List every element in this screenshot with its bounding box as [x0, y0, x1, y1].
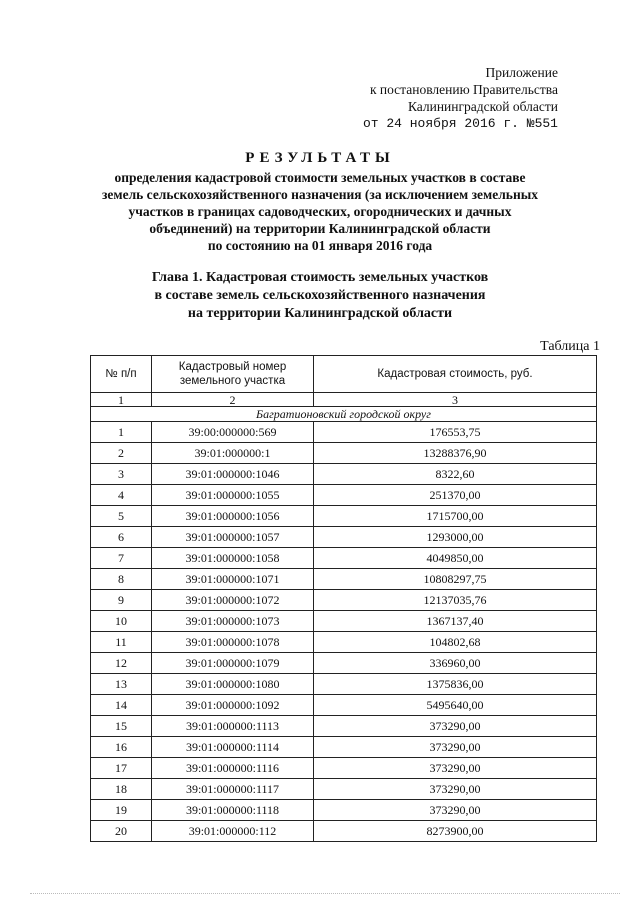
column-index: 1 [91, 393, 152, 407]
row-number: 16 [91, 737, 152, 758]
row-cadastral-number: 39:01:000000:1057 [152, 527, 314, 548]
row-number: 5 [91, 506, 152, 527]
table-row [91, 506, 597, 527]
row-cadastral-value: 373290,00 [314, 800, 597, 821]
title-line: земель сельскохозяйственного назначения (за исключением земельных [101, 187, 539, 202]
column-index: 2 [152, 393, 314, 407]
table-label: Таблица 1 [540, 339, 600, 354]
table-row [91, 590, 597, 611]
appendix-date: от 24 ноября 2016 г. №551 [362, 116, 558, 131]
row-cadastral-number: 39:01:000000:1072 [152, 590, 314, 611]
row-cadastral-value: 373290,00 [314, 758, 597, 779]
page-bottom-edge [30, 893, 620, 894]
chapter-line: в составе земель сельскохозяйственного назначения [154, 288, 486, 303]
region-name: Багратионовский городской округ [91, 407, 597, 422]
row-cadastral-value: 104802,68 [314, 632, 597, 653]
row-cadastral-value: 4049850,00 [314, 548, 597, 569]
table-row [91, 674, 597, 695]
row-cadastral-number: 39:01:000000:1114 [152, 737, 314, 758]
row-number: 14 [91, 695, 152, 716]
row-cadastral-number: 39:01:000000:1078 [152, 632, 314, 653]
table-row [91, 800, 597, 821]
row-cadastral-value: 373290,00 [314, 716, 597, 737]
table-row [91, 527, 597, 548]
row-number: 3 [91, 464, 152, 485]
header-cadastral-number: Кадастровый номер земельного участка [152, 356, 314, 393]
table-row [91, 443, 597, 464]
row-cadastral-value: 13288376,90 [314, 443, 597, 464]
row-number: 15 [91, 716, 152, 737]
title-line: определения кадастровой стоимости земельных участков в составе [114, 170, 526, 185]
row-number: 10 [91, 611, 152, 632]
appendix-block [363, 64, 558, 132]
row-cadastral-number: 39:01:000000:1118 [152, 800, 314, 821]
row-cadastral-value: 1293000,00 [314, 527, 597, 548]
row-cadastral-number: 39:01:000000:112 [152, 821, 314, 842]
appendix-region: Калининградской области [407, 99, 558, 114]
title-line: объединений) на территории Калининградской области [149, 221, 491, 236]
table-row [91, 569, 597, 590]
row-cadastral-value: 1367137,40 [314, 611, 597, 632]
row-cadastral-value: 1375836,00 [314, 674, 597, 695]
row-cadastral-number: 39:01:000000:1073 [152, 611, 314, 632]
row-number: 17 [91, 758, 152, 779]
row-cadastral-value: 8273900,00 [314, 821, 597, 842]
row-number: 4 [91, 485, 152, 506]
table-row [91, 464, 597, 485]
title-line: участков в границах садоводческих, огороднических и дачных [128, 204, 512, 219]
row-cadastral-value: 1715700,00 [314, 506, 597, 527]
header-number: № п/п [91, 356, 152, 393]
row-cadastral-number: 39:01:000000:1080 [152, 674, 314, 695]
chapter-line: на территории Калининградской области [187, 306, 453, 321]
row-number: 13 [91, 674, 152, 695]
table-row [91, 632, 597, 653]
table-row [91, 758, 597, 779]
row-cadastral-number: 39:01:000000:1055 [152, 485, 314, 506]
row-cadastral-number: 39:01:000000:1046 [152, 464, 314, 485]
appendix-title: Приложение [485, 65, 558, 80]
row-cadastral-value: 10808297,75 [314, 569, 597, 590]
column-index: 3 [314, 393, 597, 407]
row-cadastral-value: 8322,60 [314, 464, 597, 485]
row-number: 2 [91, 443, 152, 464]
row-cadastral-value: 373290,00 [314, 737, 597, 758]
row-cadastral-value: 176553,75 [314, 422, 597, 443]
row-number: 6 [91, 527, 152, 548]
row-cadastral-value: 336960,00 [314, 653, 597, 674]
row-number: 19 [91, 800, 152, 821]
row-number: 9 [91, 590, 152, 611]
row-cadastral-number: 39:01:000000:1056 [152, 506, 314, 527]
table-row [91, 716, 597, 737]
chapter-line: Глава 1. Кадастровая стоимость земельных участков [151, 270, 489, 285]
row-number: 11 [91, 632, 152, 653]
table-header-row [91, 356, 597, 393]
row-cadastral-value: 5495640,00 [314, 695, 597, 716]
row-cadastral-number: 39:01:000000:1071 [152, 569, 314, 590]
document-title [40, 150, 600, 254]
row-cadastral-value: 251370,00 [314, 485, 597, 506]
row-cadastral-number: 39:01:000000:1113 [152, 716, 314, 737]
header-cadastral-value: Кадастровая стоимость, руб. [314, 356, 597, 393]
row-cadastral-value: 373290,00 [314, 779, 597, 800]
table-row [91, 548, 597, 569]
row-number: 7 [91, 548, 152, 569]
table-row [91, 485, 597, 506]
row-cadastral-number: 39:01:000000:1058 [152, 548, 314, 569]
row-number: 12 [91, 653, 152, 674]
appendix-resolution: к постановлению Правительства [369, 82, 558, 97]
row-cadastral-number: 39:01:000000:1079 [152, 653, 314, 674]
table-row [91, 653, 597, 674]
row-cadastral-number: 39:00:000000:569 [152, 422, 314, 443]
row-number: 20 [91, 821, 152, 842]
title-line: по состоянию на 01 января 2016 года [207, 238, 433, 253]
row-number: 8 [91, 569, 152, 590]
table-row [91, 695, 597, 716]
table-row [91, 422, 597, 443]
row-cadastral-number: 39:01:000000:1092 [152, 695, 314, 716]
row-number: 1 [91, 422, 152, 443]
region-row [91, 407, 597, 422]
table-row [91, 737, 597, 758]
row-cadastral-number: 39:01:000000:1 [152, 443, 314, 464]
column-index-row [91, 393, 597, 407]
cadastral-table [90, 355, 597, 842]
row-cadastral-number: 39:01:000000:1117 [152, 779, 314, 800]
title-main: РЕЗУЛЬТАТЫ [245, 150, 395, 166]
row-cadastral-value: 12137035,76 [314, 590, 597, 611]
table-row [91, 779, 597, 800]
table-row [91, 821, 597, 842]
chapter-heading [40, 269, 600, 323]
table-row [91, 611, 597, 632]
row-cadastral-number: 39:01:000000:1116 [152, 758, 314, 779]
row-number: 18 [91, 779, 152, 800]
